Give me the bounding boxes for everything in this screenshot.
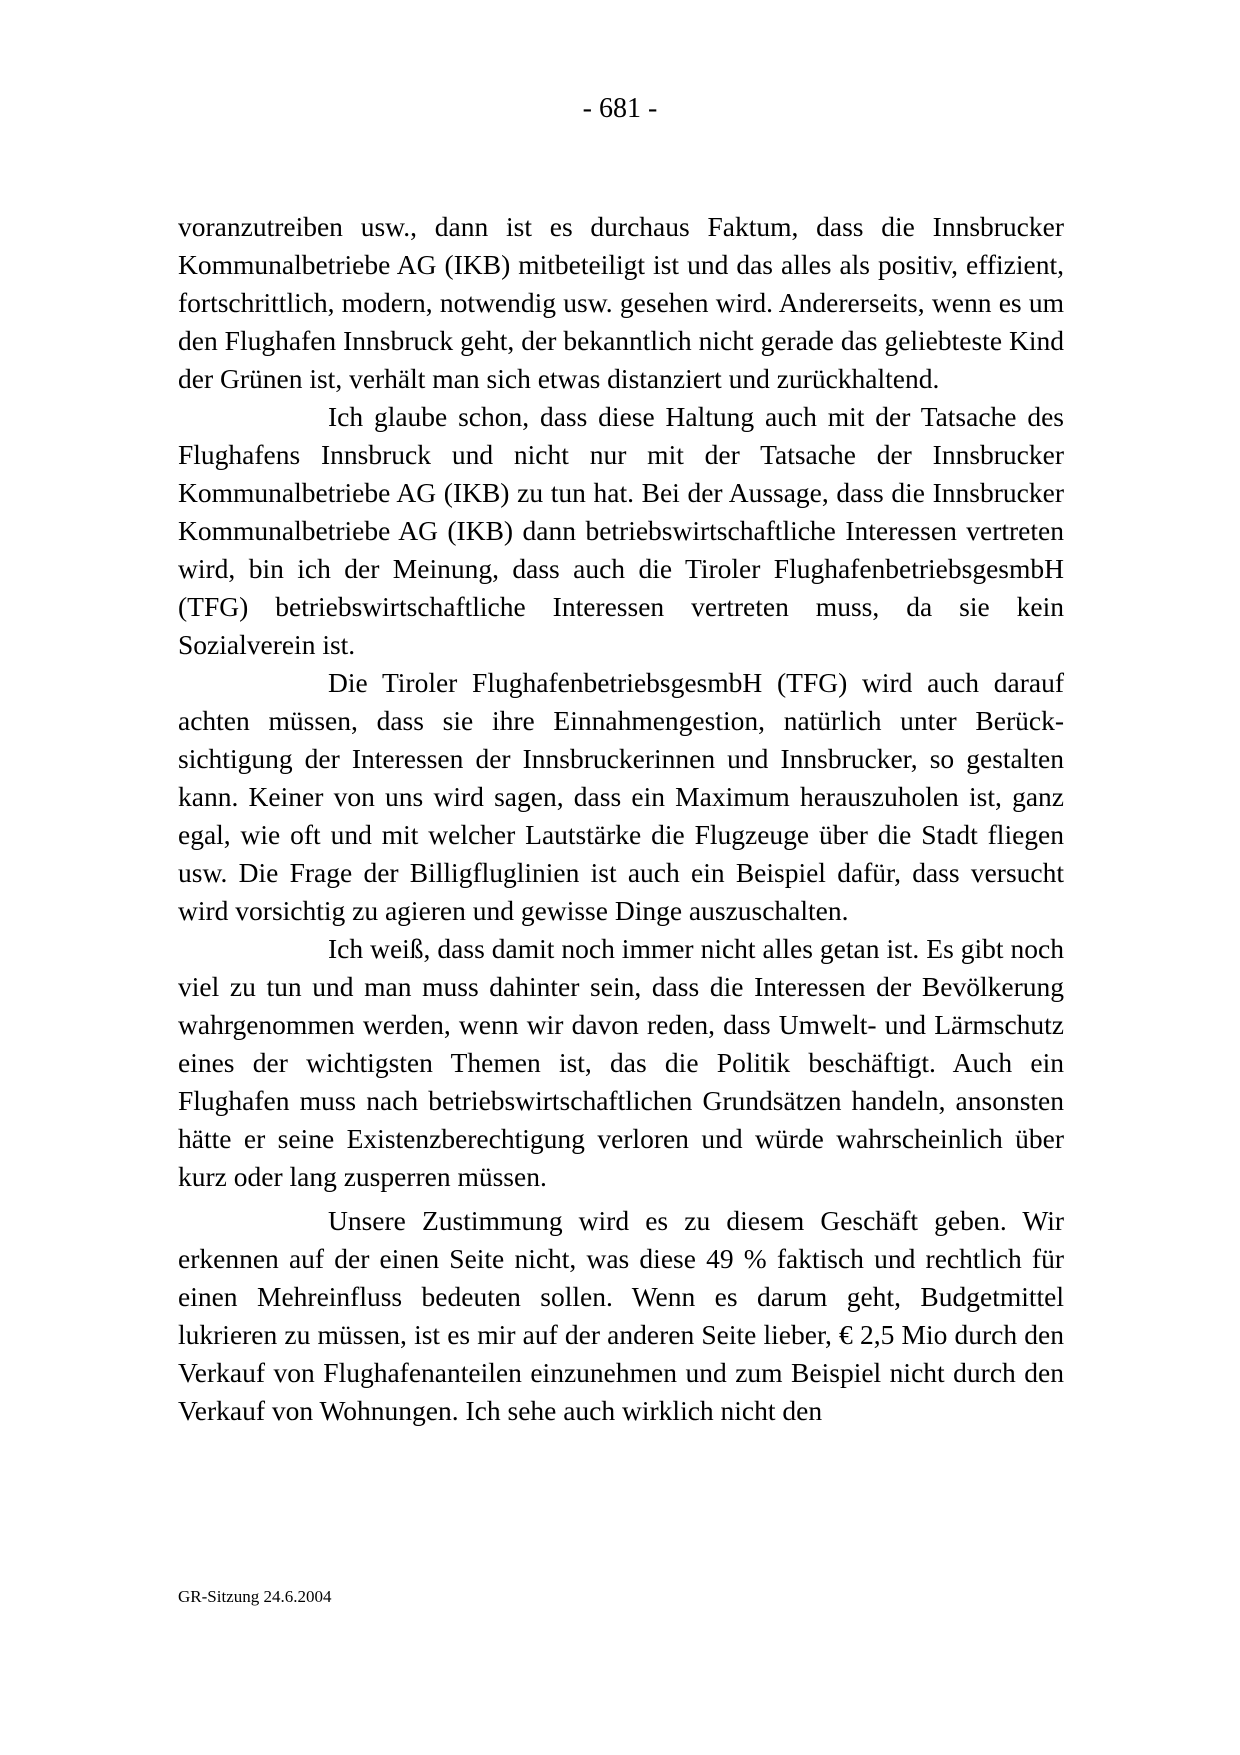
paragraph-5: Unsere Zustimmung wird es zu diesem Geschäft geben. Wir erkennen auf der einen Seite nicht, was diese 49 % faktisch und rechtlich für einen Mehreinfluss bedeuten sollen. Wenn es darum geht, Budgetmittel lukrieren zu müssen, ist es mir auf der anderen Seite lieber, € 2,5 Mio durch den Verkauf von Flughafenanteilen einzunehmen und zum Beispiel nicht durch den Verkauf von Wohnungen. Ich sehe auch wirklich nicht den xyxy=(178,1205,1064,1426)
page-number: - 681 - xyxy=(582,93,658,124)
paragraph-1: voranzutreiben usw., dann ist es durchaus Faktum, dass die Innsbrucker Kommunalbetriebe AG (IKB) mitbeteiligt ist und das alles als positiv, effizient, fortschrittlich, modern, notwendig usw. gesehen wird. Andererseits, wenn es um den Flughafen Innsbruck geht, der bekanntlich nicht gerade das geliebteste Kind der Grünen ist, verhält man sich etwas distanziert und zurückhaltend. xyxy=(178,211,1064,394)
footer-session-date: GR-Sitzung 24.6.2004 xyxy=(178,1587,332,1606)
paragraph-2: Ich glaube schon, dass diese Haltung auch mit der Tatsache des Flughafens Innsbruck und nicht nur mit der Tatsache der Innsbrucker Kommunalbetriebe AG (IKB) zu tun hat. Bei der Aussage, dass die Innsbrucker Kommunalbetriebe AG (IKB) dann betriebswirtschaftliche Interessen vertreten wird, bin ich der Meinung, dass auch die Tiroler FlughafenbetriebsgesmbH (TFG) betriebswirtschaftliche Interessen vertreten muss, da sie kein Sozialverein ist. xyxy=(178,401,1064,660)
body-text xyxy=(178,208,1064,1430)
paragraph-4: Ich weiß, dass damit noch immer nicht alles getan ist. Es gibt noch viel zu tun und man muss dahinter sein, dass die Interessen der Bevölkerung wahrgenommen werden, wenn wir davon reden, dass Umwelt- und Lärmschutz eines der wichtigsten Themen ist, das die Politik beschäftigt. Auch ein Flughafen muss nach betriebswirtschaftlichen Grundsätzen handeln, ansonsten hätte er seine Existenzberechtigung verloren und würde wahrscheinlich über kurz oder lang zusperren müssen. xyxy=(178,933,1064,1192)
paragraph-3: Die Tiroler FlughafenbetriebsgesmbH (TFG) wird auch darauf achten müssen, dass sie ihre Einnahmengestion, natürlich unter Berücksichtigung der Interessen der Innsbruckerinnen und Innsbrucker, so gestalten kann. Keiner von uns wird sagen, dass ein Maximum herauszuholen ist, ganz egal, wie oft und mit welcher Lautstärke die Flugzeuge über die Stadt fliegen usw. Die Frage der Billigfluglinien ist auch ein Beispiel dafür, dass versucht wird vorsichtig zu agieren und gewisse Dinge auszuschalten. xyxy=(178,667,1064,926)
